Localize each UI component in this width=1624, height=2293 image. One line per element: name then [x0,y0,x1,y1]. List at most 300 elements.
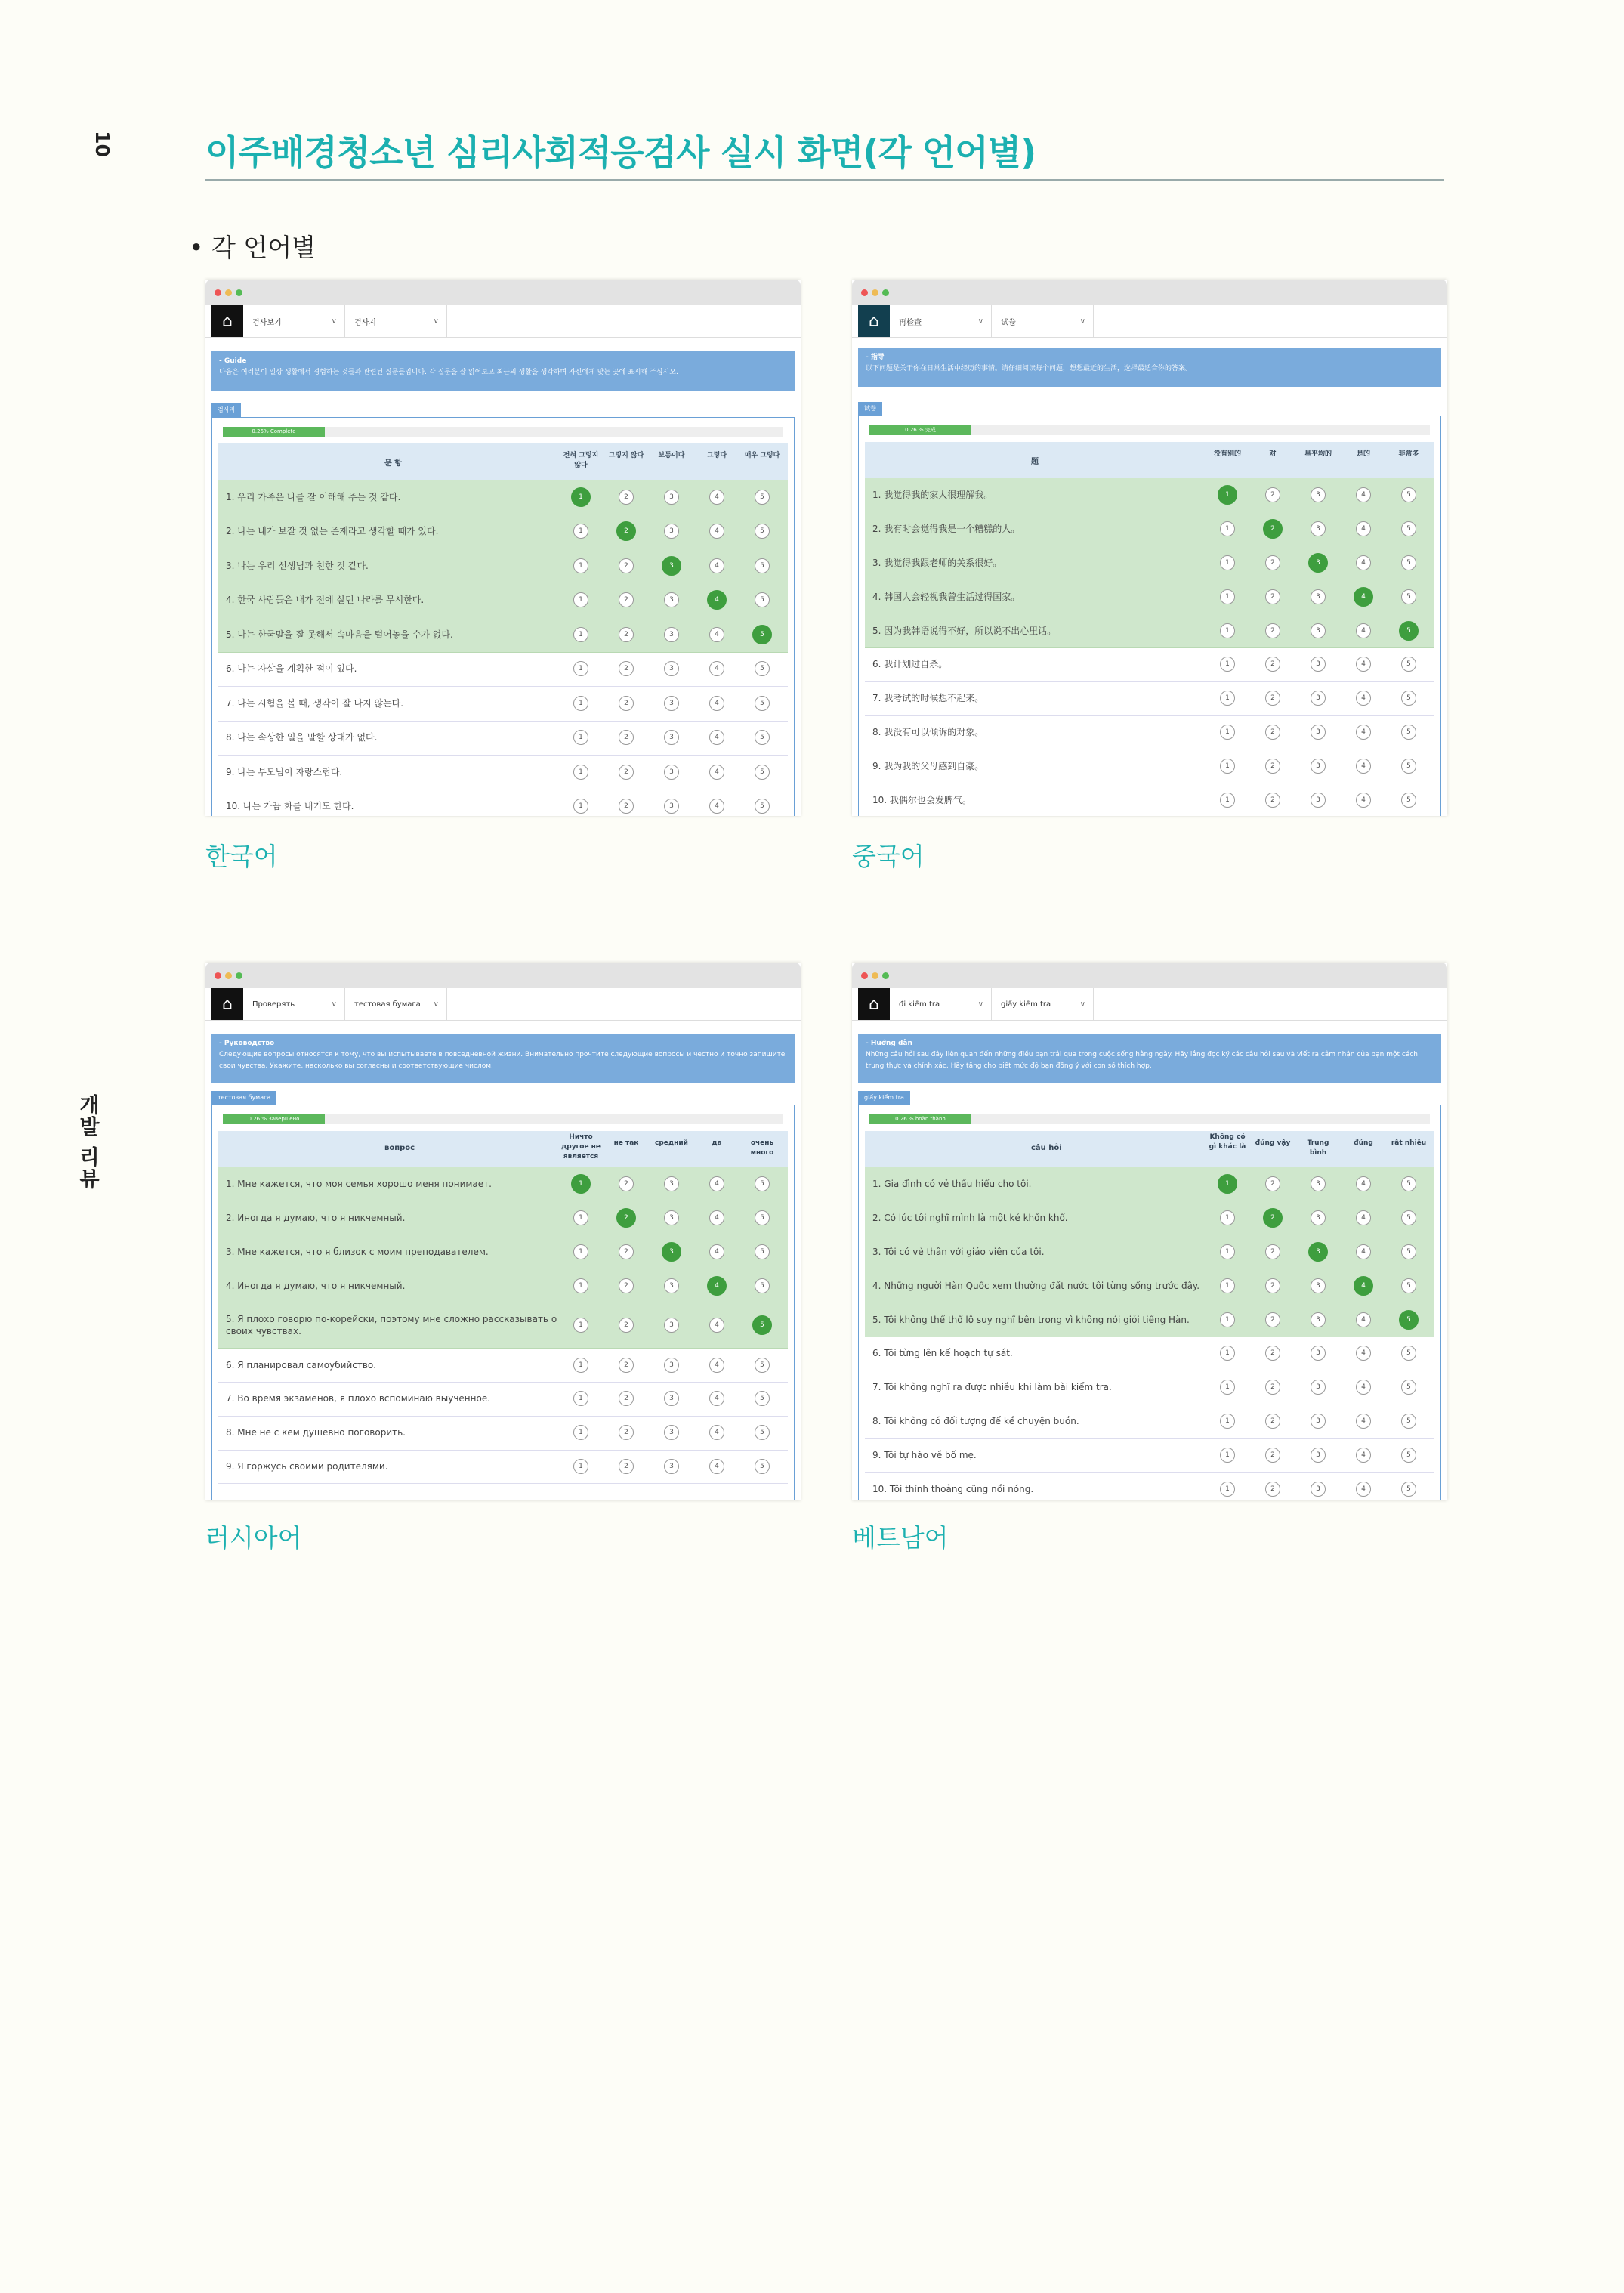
question-text: 4. 韩国人会轻视我曾生活过得国家。 [872,591,1020,602]
tab-test-paper[interactable]: 검사지 [211,403,241,417]
answer-radio[interactable]: 2 [1265,1244,1280,1259]
answer-radio[interactable]: 3 [664,696,679,711]
answer-radio[interactable]: 2 [619,627,634,642]
answer-radio[interactable]: 5 [755,730,770,745]
answer-radio[interactable]: 4 [709,1176,724,1191]
choice-header: 그렇지 않다 [608,452,644,459]
answer-radio[interactable]: 5 [1401,657,1416,672]
answer-radio[interactable]: 5 [1401,1380,1416,1395]
answer-radio[interactable]: 2 [1265,793,1280,808]
question-row [865,579,1434,614]
answer-radio[interactable]: 3 [1311,1346,1326,1361]
answer-radio[interactable]: 4 [1356,759,1371,774]
question-text: 6. 我计划过自杀。 [872,659,948,670]
answer-radio[interactable]: 5 [1401,1244,1416,1259]
answer-radio[interactable]: 2 [619,799,634,814]
answer-radio[interactable]: 3 [664,1459,679,1474]
answer-radio[interactable]: 5 [1401,1278,1416,1293]
question-row [218,1450,788,1485]
answer-radio[interactable]: 1 [1220,1380,1235,1395]
answer-radio[interactable]: 2 [1265,555,1280,570]
chevron-down-icon: ∨ [433,317,439,326]
question-text: 10. 我偶尔也会发脾气。 [872,794,971,805]
question-row [865,783,1434,816]
question-row [865,512,1434,547]
answer-radio[interactable]: 1 [1220,1278,1235,1293]
answer-radio[interactable]: 5 [1399,621,1419,641]
answer-radio[interactable]: 3 [664,1358,679,1373]
question-text: 2. 我有时会觉得我是一个糟糕的人。 [872,524,1020,535]
answer-radio[interactable]: 4 [1354,1276,1373,1296]
answer-radio[interactable]: 2 [619,558,634,573]
nav-select-2[interactable]: тестовая бумага ∨ [345,988,447,1020]
tab-test-paper[interactable]: giấy kiểm tra [858,1091,910,1105]
answer-radio[interactable]: 1 [573,1391,588,1406]
answer-radio[interactable]: 4 [709,765,724,780]
answer-radio[interactable]: 4 [1356,1448,1371,1463]
answer-radio[interactable]: 1 [573,1210,588,1225]
answer-radio[interactable]: 1 [1220,657,1235,672]
answer-radio[interactable]: 1 [573,627,588,642]
answer-radio[interactable]: 2 [1265,1448,1280,1463]
answer-radio[interactable]: 3 [662,1242,681,1262]
answer-radio[interactable]: 4 [709,799,724,814]
answer-radio[interactable]: 5 [755,524,770,539]
chevron-down-icon: ∨ [1079,317,1085,326]
answer-radio[interactable]: 5 [1401,1346,1416,1361]
answer-radio[interactable]: 3 [664,524,679,539]
minimize-dot-icon [872,289,878,296]
nav-select-1[interactable]: Проверять ∨ [243,988,345,1020]
question-text: 1. 우리 가족은 나를 잘 이해해 주는 것 같다. [226,491,401,502]
answer-radio[interactable]: 4 [709,1425,724,1440]
browser-titlebar [852,963,1447,988]
answer-radio[interactable]: 3 [664,490,679,505]
tab-test-paper[interactable]: тестовая бумага [211,1091,276,1105]
nav-select-1[interactable]: 검사보기 ∨ [243,305,345,337]
answer-radio[interactable]: 5 [1401,759,1416,774]
answer-radio[interactable]: 1 [1220,1244,1235,1259]
answer-radio[interactable]: 2 [619,765,634,780]
answer-radio[interactable]: 1 [1220,521,1235,536]
answer-radio[interactable]: 5 [1401,725,1416,740]
answer-radio[interactable]: 3 [1311,759,1326,774]
answer-radio[interactable]: 2 [1265,725,1280,740]
answer-radio[interactable]: 3 [1311,1176,1326,1191]
question-column-header: câu hỏi [1031,1144,1062,1152]
answer-radio[interactable]: 4 [709,1459,724,1474]
answer-radio[interactable]: 5 [755,661,770,676]
chevron-down-icon: ∨ [331,317,337,326]
answer-radio[interactable]: 1 [573,558,588,573]
answer-radio[interactable]: 4 [1356,657,1371,672]
question-text: 7. 我考试的时候想不起来。 [872,693,984,704]
table-header [865,442,1434,478]
answer-radio[interactable]: 3 [664,1391,679,1406]
answer-radio[interactable]: 3 [1311,1414,1326,1429]
answer-radio[interactable]: 1 [1220,623,1235,638]
language-caption: 한국어 [205,842,278,871]
answer-radio[interactable]: 1 [573,592,588,607]
answer-radio[interactable]: 4 [1356,1176,1371,1191]
question-row [218,1416,788,1451]
answer-radio[interactable]: 1 [573,1459,588,1474]
answer-radio[interactable]: 1 [573,1244,588,1259]
answer-radio[interactable]: 4 [1356,1244,1371,1259]
choice-header: 对 [1269,450,1277,458]
nav-select-2[interactable]: 검사지 ∨ [345,305,447,337]
answer-radio[interactable]: 5 [1401,589,1416,604]
answer-radio[interactable]: 1 [571,487,591,507]
answer-radio[interactable]: 3 [1308,553,1328,573]
answer-radio[interactable]: 1 [1220,555,1235,570]
answer-radio[interactable]: 3 [664,627,679,642]
answer-radio[interactable]: 5 [1401,1448,1416,1463]
answer-radio[interactable]: 4 [709,730,724,745]
answer-radio[interactable]: 1 [573,661,588,676]
answer-radio[interactable]: 5 [1401,691,1416,706]
bullet-heading: • 각 언어별 [189,233,316,262]
question-row [218,1303,788,1349]
answer-radio[interactable]: 1 [573,1278,588,1293]
survey-screenshot [205,963,801,1500]
answer-radio[interactable]: 2 [1265,657,1280,672]
question-panel [858,416,1441,816]
question-row [865,613,1434,648]
answer-radio[interactable]: 2 [1265,691,1280,706]
question-row [865,1371,1434,1405]
question-text: 7. Во время экзаменов, я плохо вспоминаю выученное. [226,1393,491,1405]
answer-radio[interactable]: 4 [709,1244,724,1259]
choice-header: 보통이다 [658,452,685,459]
question-text: 9. Tôi tự hào về bố mẹ. [872,1449,977,1460]
answer-radio[interactable]: 3 [664,730,679,745]
answer-radio[interactable]: 3 [664,1425,679,1440]
answer-radio[interactable]: 5 [755,1459,770,1474]
answer-radio[interactable]: 5 [755,490,770,505]
answer-radio[interactable]: 1 [573,1358,588,1373]
answer-radio[interactable]: 3 [1311,1312,1326,1327]
answer-radio[interactable]: 4 [1356,487,1371,502]
maximize-dot-icon [236,289,242,296]
chevron-down-icon: ∨ [977,1000,983,1009]
choice-header: 매우 그렇다 [744,452,780,459]
answer-radio[interactable]: 1 [1220,1346,1235,1361]
answer-radio[interactable]: 3 [1311,521,1326,536]
answer-radio[interactable]: 4 [709,1318,724,1333]
answer-radio[interactable]: 4 [709,1210,724,1225]
choice-header: rất nhiều [1391,1139,1427,1147]
home-icon[interactable]: ⌂ [211,988,243,1020]
choice-header: 是的 [1356,450,1370,458]
tab-test-paper[interactable]: 试卷 [858,402,882,416]
answer-radio[interactable]: 5 [1401,1210,1416,1225]
answer-radio[interactable]: 5 [1399,1310,1419,1330]
answer-radio[interactable]: 2 [619,490,634,505]
answer-radio[interactable]: 4 [709,1391,724,1406]
answer-radio[interactable]: 5 [755,1358,770,1373]
answer-radio[interactable]: 2 [619,1318,634,1333]
answer-radio[interactable]: 3 [1308,1242,1328,1262]
answer-radio[interactable]: 1 [1220,691,1235,706]
answer-radio[interactable]: 5 [755,1278,770,1293]
answer-radio[interactable]: 4 [1356,793,1371,808]
question-row [218,790,788,817]
answer-radio[interactable]: 1 [1220,1414,1235,1429]
answer-radio[interactable]: 3 [664,592,679,607]
language-caption: 중국어 [852,842,925,871]
answer-radio[interactable]: 2 [619,696,634,711]
answer-radio[interactable]: 5 [1401,793,1416,808]
answer-radio[interactable]: 2 [1265,1380,1280,1395]
answer-radio[interactable]: 1 [1220,793,1235,808]
question-row [218,1269,788,1303]
guide-box: - Guide 다음은 여러분이 일상 생활에서 경험하는 것들과 관련된 질문들입니다. 각 질문을 잘 읽어보고 최근의 생활을 생각하며 자신에게 맞는 곳에 표시해 주십시오. [211,351,795,391]
answer-radio[interactable]: 5 [755,1244,770,1259]
answer-radio[interactable]: 4 [1356,1210,1371,1225]
browser-titlebar [205,280,801,305]
answer-radio[interactable]: 4 [707,590,727,610]
question-row [865,749,1434,783]
answer-radio[interactable]: 3 [664,1210,679,1225]
answer-radio[interactable]: 1 [573,730,588,745]
answer-radio[interactable]: 2 [619,1278,634,1293]
answer-radio[interactable]: 3 [1311,589,1326,604]
answer-radio[interactable]: 3 [1311,657,1326,672]
question-text: 9. Я горжусь своими родителями. [226,1460,388,1472]
progress-label: 0.26 % Завершено [223,1114,325,1124]
answer-radio[interactable]: 2 [616,521,636,541]
answer-radio[interactable]: 2 [1265,623,1280,638]
answer-radio[interactable]: 4 [709,490,724,505]
answer-radio[interactable]: 1 [1220,1448,1235,1463]
answer-radio[interactable]: 2 [1263,1208,1283,1228]
answer-radio[interactable]: 4 [709,661,724,676]
question-column-header: 문 항 [384,459,402,468]
answer-radio[interactable]: 1 [573,524,588,539]
answer-radio[interactable]: 4 [709,627,724,642]
answer-radio[interactable]: 4 [1356,623,1371,638]
progress-bar [869,1114,1430,1124]
answer-radio[interactable]: 2 [619,1176,634,1191]
answer-radio[interactable]: 1 [1220,1312,1235,1327]
answer-radio[interactable]: 1 [1218,1174,1237,1194]
answer-radio[interactable]: 4 [709,1358,724,1373]
question-row [865,1235,1434,1270]
answer-radio[interactable]: 2 [1265,1482,1280,1497]
answer-radio[interactable]: 2 [619,1459,634,1474]
guide-box: - Hướng dẫn Những câu hỏi sau đây liên quan đến những điều bạn trải qua trong cuộc sống hằng ngày. Hãy lắng đọc kỹ các câu hỏi sau và viết ra cảm nhận của bạn một cách trung thực và chính xác. Hãy tăng cho biết mức độ bạn đồng ý với con số thích hợp. [858,1034,1441,1083]
answer-radio[interactable]: 2 [1265,1176,1280,1191]
answer-radio[interactable]: 1 [1220,1482,1235,1497]
question-row [865,1405,1434,1439]
answer-radio[interactable]: 1 [573,1425,588,1440]
answer-radio[interactable]: 5 [752,1315,772,1335]
answer-radio[interactable]: 5 [755,1391,770,1406]
question-row [218,721,788,756]
minimize-dot-icon [225,289,232,296]
answer-radio[interactable]: 4 [709,696,724,711]
answer-radio[interactable]: 2 [619,730,634,745]
question-text: 7. 나는 시험을 볼 때, 생각이 잘 나지 않는다. [226,697,404,709]
answer-radio[interactable]: 1 [573,1318,588,1333]
answer-radio[interactable]: 4 [709,524,724,539]
progress-bar [223,427,783,437]
answer-radio[interactable]: 1 [573,799,588,814]
answer-radio[interactable]: 2 [1265,1346,1280,1361]
question-text: 3. Мне кажется, что я близок с моим преподавателем. [226,1246,489,1257]
page-title: 이주배경청소년 심리사회적응검사 실시 화면(각 언어별) [205,132,1036,173]
nav-select-1[interactable]: đi kiểm tra ∨ [890,988,992,1020]
question-panel [211,417,795,816]
answer-radio[interactable]: 5 [755,558,770,573]
question-text: 3. 나는 우리 선생님과 친한 것 같다. [226,560,369,571]
answer-radio[interactable]: 3 [1311,1448,1326,1463]
question-text: 1. Gia đình có vẻ thấu hiểu cho tôi. [872,1179,1032,1190]
answer-radio[interactable]: 2 [1265,589,1280,604]
question-text: 2. Иногда я думаю, что я никчемный. [226,1213,406,1224]
table-header [218,443,788,480]
answer-radio[interactable]: 4 [1356,1380,1371,1395]
answer-radio[interactable]: 5 [752,625,772,644]
answer-radio[interactable]: 3 [664,1278,679,1293]
answer-radio[interactable]: 5 [1401,487,1416,502]
answer-radio[interactable]: 2 [1265,487,1280,502]
chevron-down-icon: ∨ [331,1000,337,1009]
answer-radio[interactable]: 1 [571,1174,591,1194]
question-panel [858,1105,1441,1500]
answer-radio[interactable]: 1 [573,696,588,711]
answer-radio[interactable]: 5 [755,696,770,711]
answer-radio[interactable]: 2 [619,1391,634,1406]
nav-select-2[interactable]: 试卷 ∨ [992,305,1094,337]
guide-box: - 指导 以下问题是关于你在日常生活中经历的事情。请仔细阅读每个问题，想想最近的生活，选择最适合你的答案。 [858,348,1441,387]
answer-radio[interactable]: 4 [709,558,724,573]
answer-radio[interactable]: 2 [1265,1312,1280,1327]
progress-label: 0.26% Complete [223,427,325,437]
question-row [865,546,1434,581]
question-row [865,1337,1434,1371]
nav-select-2[interactable]: giấy kiểm tra ∨ [992,988,1094,1020]
answer-radio[interactable]: 4 [1356,725,1371,740]
answer-radio[interactable]: 2 [616,1208,636,1228]
question-row [218,1167,788,1202]
question-text: 8. Tôi không có đối tượng để kể chuyện buồn. [872,1415,1079,1426]
question-text: 3. 我觉得我跟老师的关系很好。 [872,557,1002,568]
question-row [865,1303,1434,1337]
choice-header: 星平均的 [1304,450,1332,458]
answer-radio[interactable]: 2 [619,1244,634,1259]
chevron-down-icon: ∨ [977,317,983,326]
answer-radio[interactable]: 3 [1311,1210,1326,1225]
answer-radio[interactable]: 2 [619,1425,634,1440]
question-row [218,480,788,515]
answer-radio[interactable]: 4 [707,1276,727,1296]
answer-radio[interactable]: 3 [664,765,679,780]
answer-radio[interactable]: 4 [1356,1312,1371,1327]
home-icon[interactable]: ⌂ [858,988,890,1020]
answer-radio[interactable]: 1 [573,765,588,780]
question-row [218,515,788,550]
answer-radio[interactable]: 2 [1265,1278,1280,1293]
title-divider [205,179,1444,181]
answer-radio[interactable]: 3 [1311,1482,1326,1497]
answer-radio[interactable]: 5 [1401,1482,1416,1497]
answer-radio[interactable]: 5 [1401,555,1416,570]
answer-radio[interactable]: 5 [755,765,770,780]
answer-radio[interactable]: 3 [1311,725,1326,740]
answer-radio[interactable]: 3 [1311,793,1326,808]
section-side-label: 개발 리뷰 [76,1094,99,1191]
table-header [865,1131,1434,1167]
answer-radio[interactable]: 5 [1401,1414,1416,1429]
answer-radio[interactable]: 5 [755,1425,770,1440]
progress-label: 0.26 % hoàn thành [869,1114,971,1124]
question-text: 10. 나는 가끔 화를 내기도 한다. [226,801,354,812]
question-row [218,617,788,653]
home-icon[interactable]: ⌂ [211,305,243,337]
answer-radio[interactable]: 5 [755,1176,770,1191]
answer-radio[interactable]: 1 [1220,725,1235,740]
answer-radio[interactable]: 5 [755,1210,770,1225]
question-text: 3. Tôi có vẻ thân với giáo viên của tôi. [872,1246,1045,1257]
answer-radio[interactable]: 5 [755,592,770,607]
answer-radio[interactable]: 3 [1311,691,1326,706]
answer-radio[interactable]: 5 [755,799,770,814]
answer-radio[interactable]: 4 [1356,1482,1371,1497]
answer-radio[interactable]: 4 [1356,521,1371,536]
answer-radio[interactable]: 3 [1311,487,1326,502]
answer-radio[interactable]: 4 [1356,691,1371,706]
nav-select-1[interactable]: 再检查 ∨ [890,305,992,337]
answer-radio[interactable]: 3 [664,1318,679,1333]
answer-radio[interactable]: 4 [1356,1414,1371,1429]
answer-radio[interactable]: 4 [1354,587,1373,607]
page-number: 10 [91,131,113,157]
answer-radio[interactable]: 3 [662,556,681,576]
close-dot-icon [861,289,868,296]
answer-radio[interactable]: 5 [1401,1176,1416,1191]
answer-radio[interactable]: 3 [664,661,679,676]
browser-titlebar [205,963,801,988]
question-row [218,652,788,688]
question-text: 5. 因为我韩语说得不好，所以说不出心里话。 [872,625,1057,636]
answer-radio[interactable]: 2 [1263,519,1283,539]
answer-radio[interactable]: 3 [1311,1380,1326,1395]
answer-radio[interactable]: 3 [1311,623,1326,638]
answer-radio[interactable]: 3 [1311,1278,1326,1293]
answer-radio[interactable]: 1 [1220,1210,1235,1225]
answer-radio[interactable]: 3 [664,1176,679,1191]
answer-radio[interactable]: 2 [1265,759,1280,774]
answer-radio[interactable]: 4 [1356,555,1371,570]
question-row [218,583,788,619]
answer-radio[interactable]: 5 [1401,521,1416,536]
question-text: 8. 나는 속상한 일을 말할 상대가 없다. [226,732,378,743]
maximize-dot-icon [882,289,889,296]
answer-radio[interactable]: 2 [619,661,634,676]
answer-radio[interactable]: 3 [664,799,679,814]
answer-radio[interactable]: 2 [619,1358,634,1373]
answer-radio[interactable]: 1 [1220,759,1235,774]
answer-radio[interactable]: 1 [1220,589,1235,604]
answer-radio[interactable]: 1 [1218,485,1237,505]
answer-radio[interactable]: 4 [1356,1346,1371,1361]
home-icon[interactable]: ⌂ [858,305,890,337]
answer-radio[interactable]: 2 [619,592,634,607]
answer-radio[interactable]: 2 [1265,1414,1280,1429]
close-dot-icon [215,289,221,296]
